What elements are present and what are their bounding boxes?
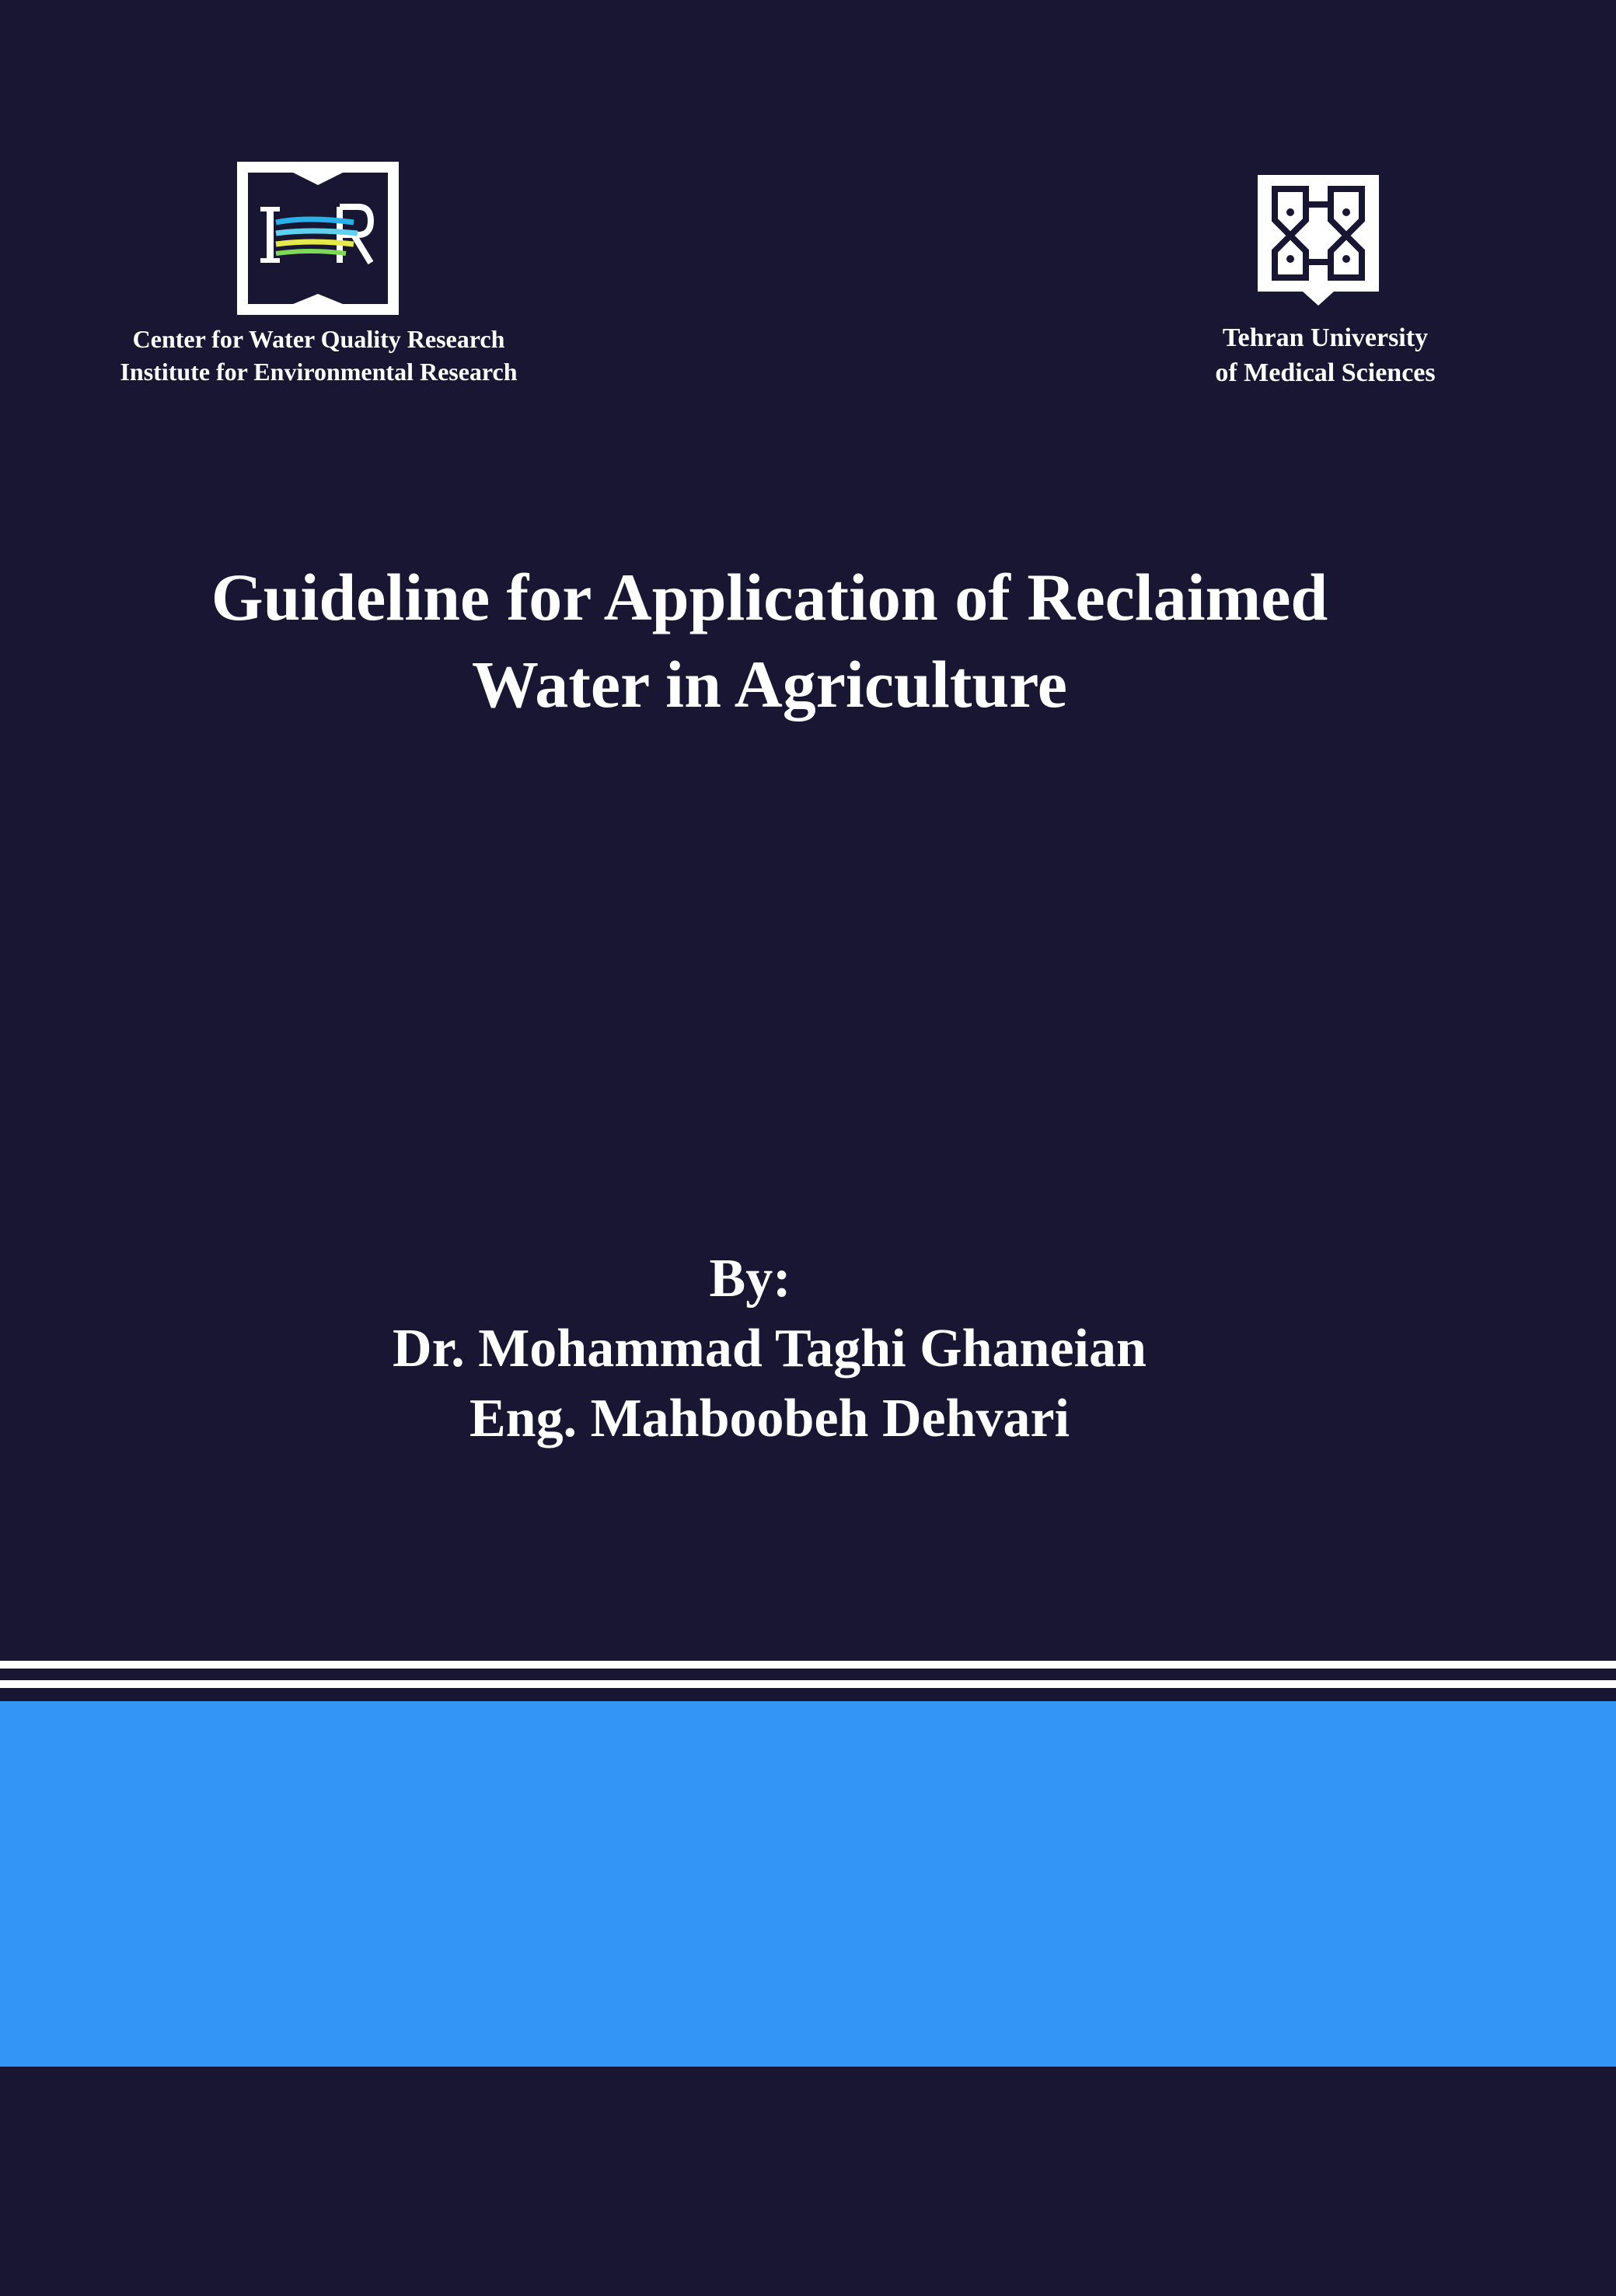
author-1: Dr. Mohammad Taghi Ghaneian xyxy=(393,1319,1147,1379)
ier-book-logo-icon xyxy=(237,162,399,315)
org-right-line2: of Medical Sciences xyxy=(1215,358,1436,387)
authors-block xyxy=(187,1244,1352,1454)
org-right-line1: Tehran University xyxy=(1222,323,1429,352)
tums-knot-logo-icon xyxy=(1258,175,1379,306)
org-left-name xyxy=(47,323,591,388)
divider-stripe-bottom xyxy=(0,1680,1616,1688)
blue-band xyxy=(0,1701,1616,2067)
by-label: By: xyxy=(709,1249,791,1309)
title-line1: Guideline for Application of Reclaimed xyxy=(211,560,1328,634)
title-line2: Water in Agriculture xyxy=(472,647,1067,722)
org-left-line2: Institute for Environmental Research xyxy=(120,358,518,386)
author-2: Eng. Mahboobeh Dehvari xyxy=(469,1389,1070,1449)
divider-stripe-top xyxy=(0,1661,1616,1669)
org-right-name xyxy=(1131,320,1520,390)
book-title xyxy=(70,554,1469,728)
org-left-line1: Center for Water Quality Research xyxy=(132,325,505,353)
